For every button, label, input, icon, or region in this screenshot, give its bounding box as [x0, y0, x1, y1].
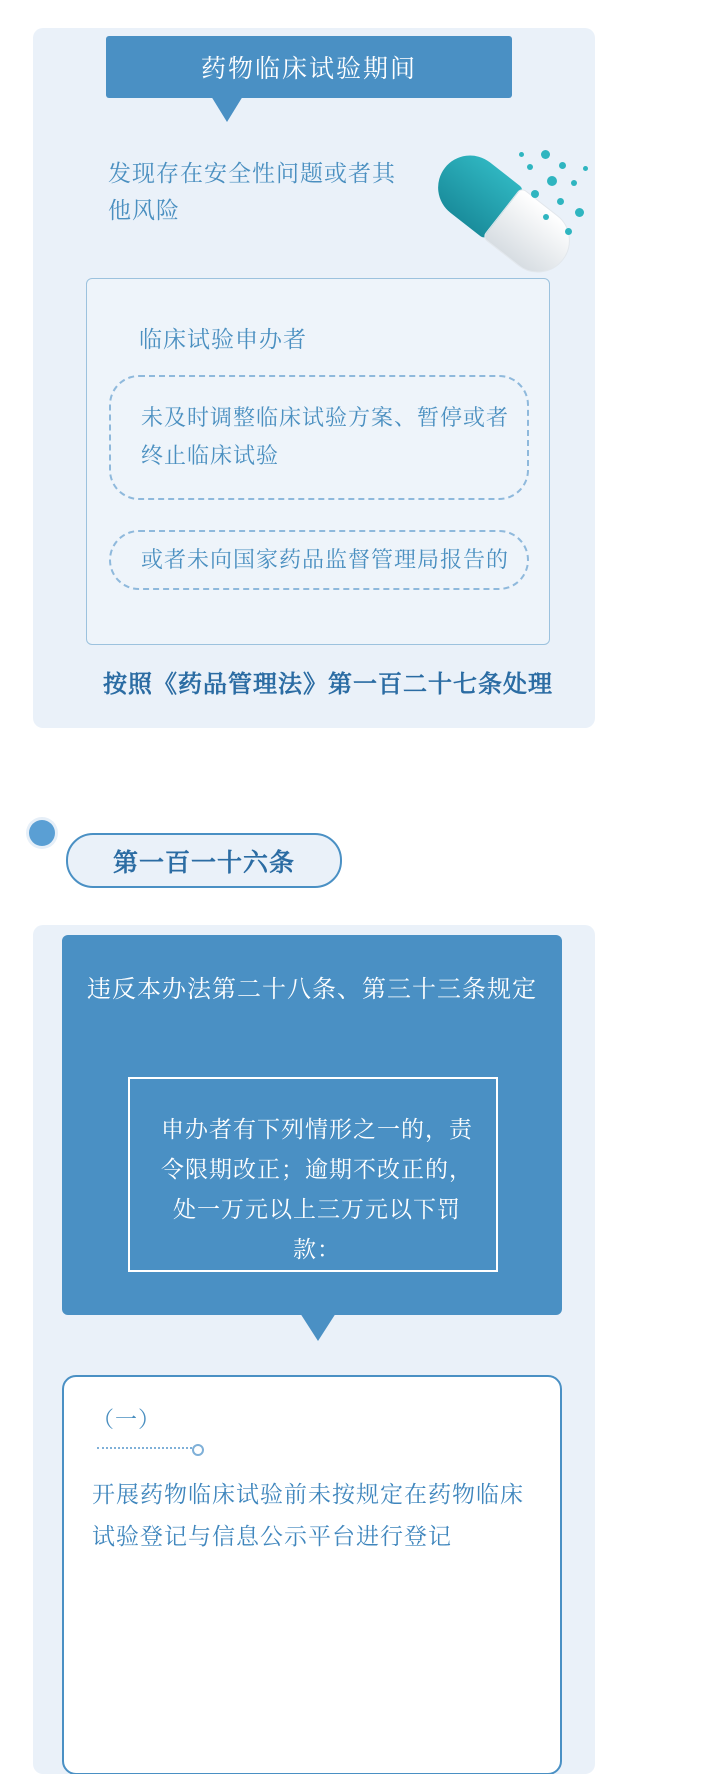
section-one-description: 发现存在安全性问题或者其他风险: [108, 160, 396, 223]
granule-icon: [565, 228, 572, 235]
granule-icon: [583, 166, 588, 171]
granule-icon: [571, 180, 577, 186]
granule-icon: [531, 190, 539, 198]
sponsor-violation-box: [86, 278, 550, 645]
granule-icon: [519, 152, 524, 157]
clause-number: （一）: [92, 1407, 162, 1432]
granule-icon: [527, 164, 533, 170]
ribbon-title: 药物临床试验期间: [200, 55, 417, 83]
clause-divider: [97, 1447, 192, 1449]
ribbon-pointer: [211, 96, 243, 122]
granule-icon: [547, 176, 557, 186]
violation-item-2: [109, 530, 529, 590]
article-panel-inner-box: [128, 1077, 498, 1272]
violation-item-2-text: 或者未向国家药品监督管理局报告的: [141, 547, 510, 572]
article-panel: [62, 935, 562, 1315]
granule-icon: [557, 198, 564, 205]
article-label: 第一百一十六条: [112, 848, 295, 877]
granule-icon: [559, 162, 566, 169]
granule-icon: [543, 214, 549, 220]
section-one-ribbon-header: [106, 36, 512, 98]
article-panel-title: 违反本办法第二十八条、第三十三条规定: [87, 976, 537, 1003]
granule-icon: [575, 208, 584, 217]
violation-item-1-text: 未及时调整临床试验方案、暂停或者终止临床试验: [141, 405, 510, 468]
granule-icon: [541, 150, 550, 159]
article-tab: [66, 833, 342, 888]
clause-text: 开展药物临床试验前未按规定在药物临床试验登记与信息公示平台进行登记: [92, 1481, 524, 1549]
sponsor-label: 临床试验申办者: [139, 326, 307, 352]
violation-item-1: [109, 375, 529, 500]
section-one-footer: 按照《药品管理法》第一百二十七条处理: [103, 671, 553, 698]
article-panel-body: 申办者有下列情形之一的，责令限期改正；逾期不改正的，处一万元以上三万元以下罚款：: [161, 1116, 473, 1262]
article-marker-dot-icon: [29, 820, 55, 846]
clause-item-one: [62, 1375, 562, 1774]
section-two-card: [33, 925, 595, 1774]
article-panel-pointer: [300, 1313, 336, 1341]
section-one-card: [33, 28, 595, 728]
